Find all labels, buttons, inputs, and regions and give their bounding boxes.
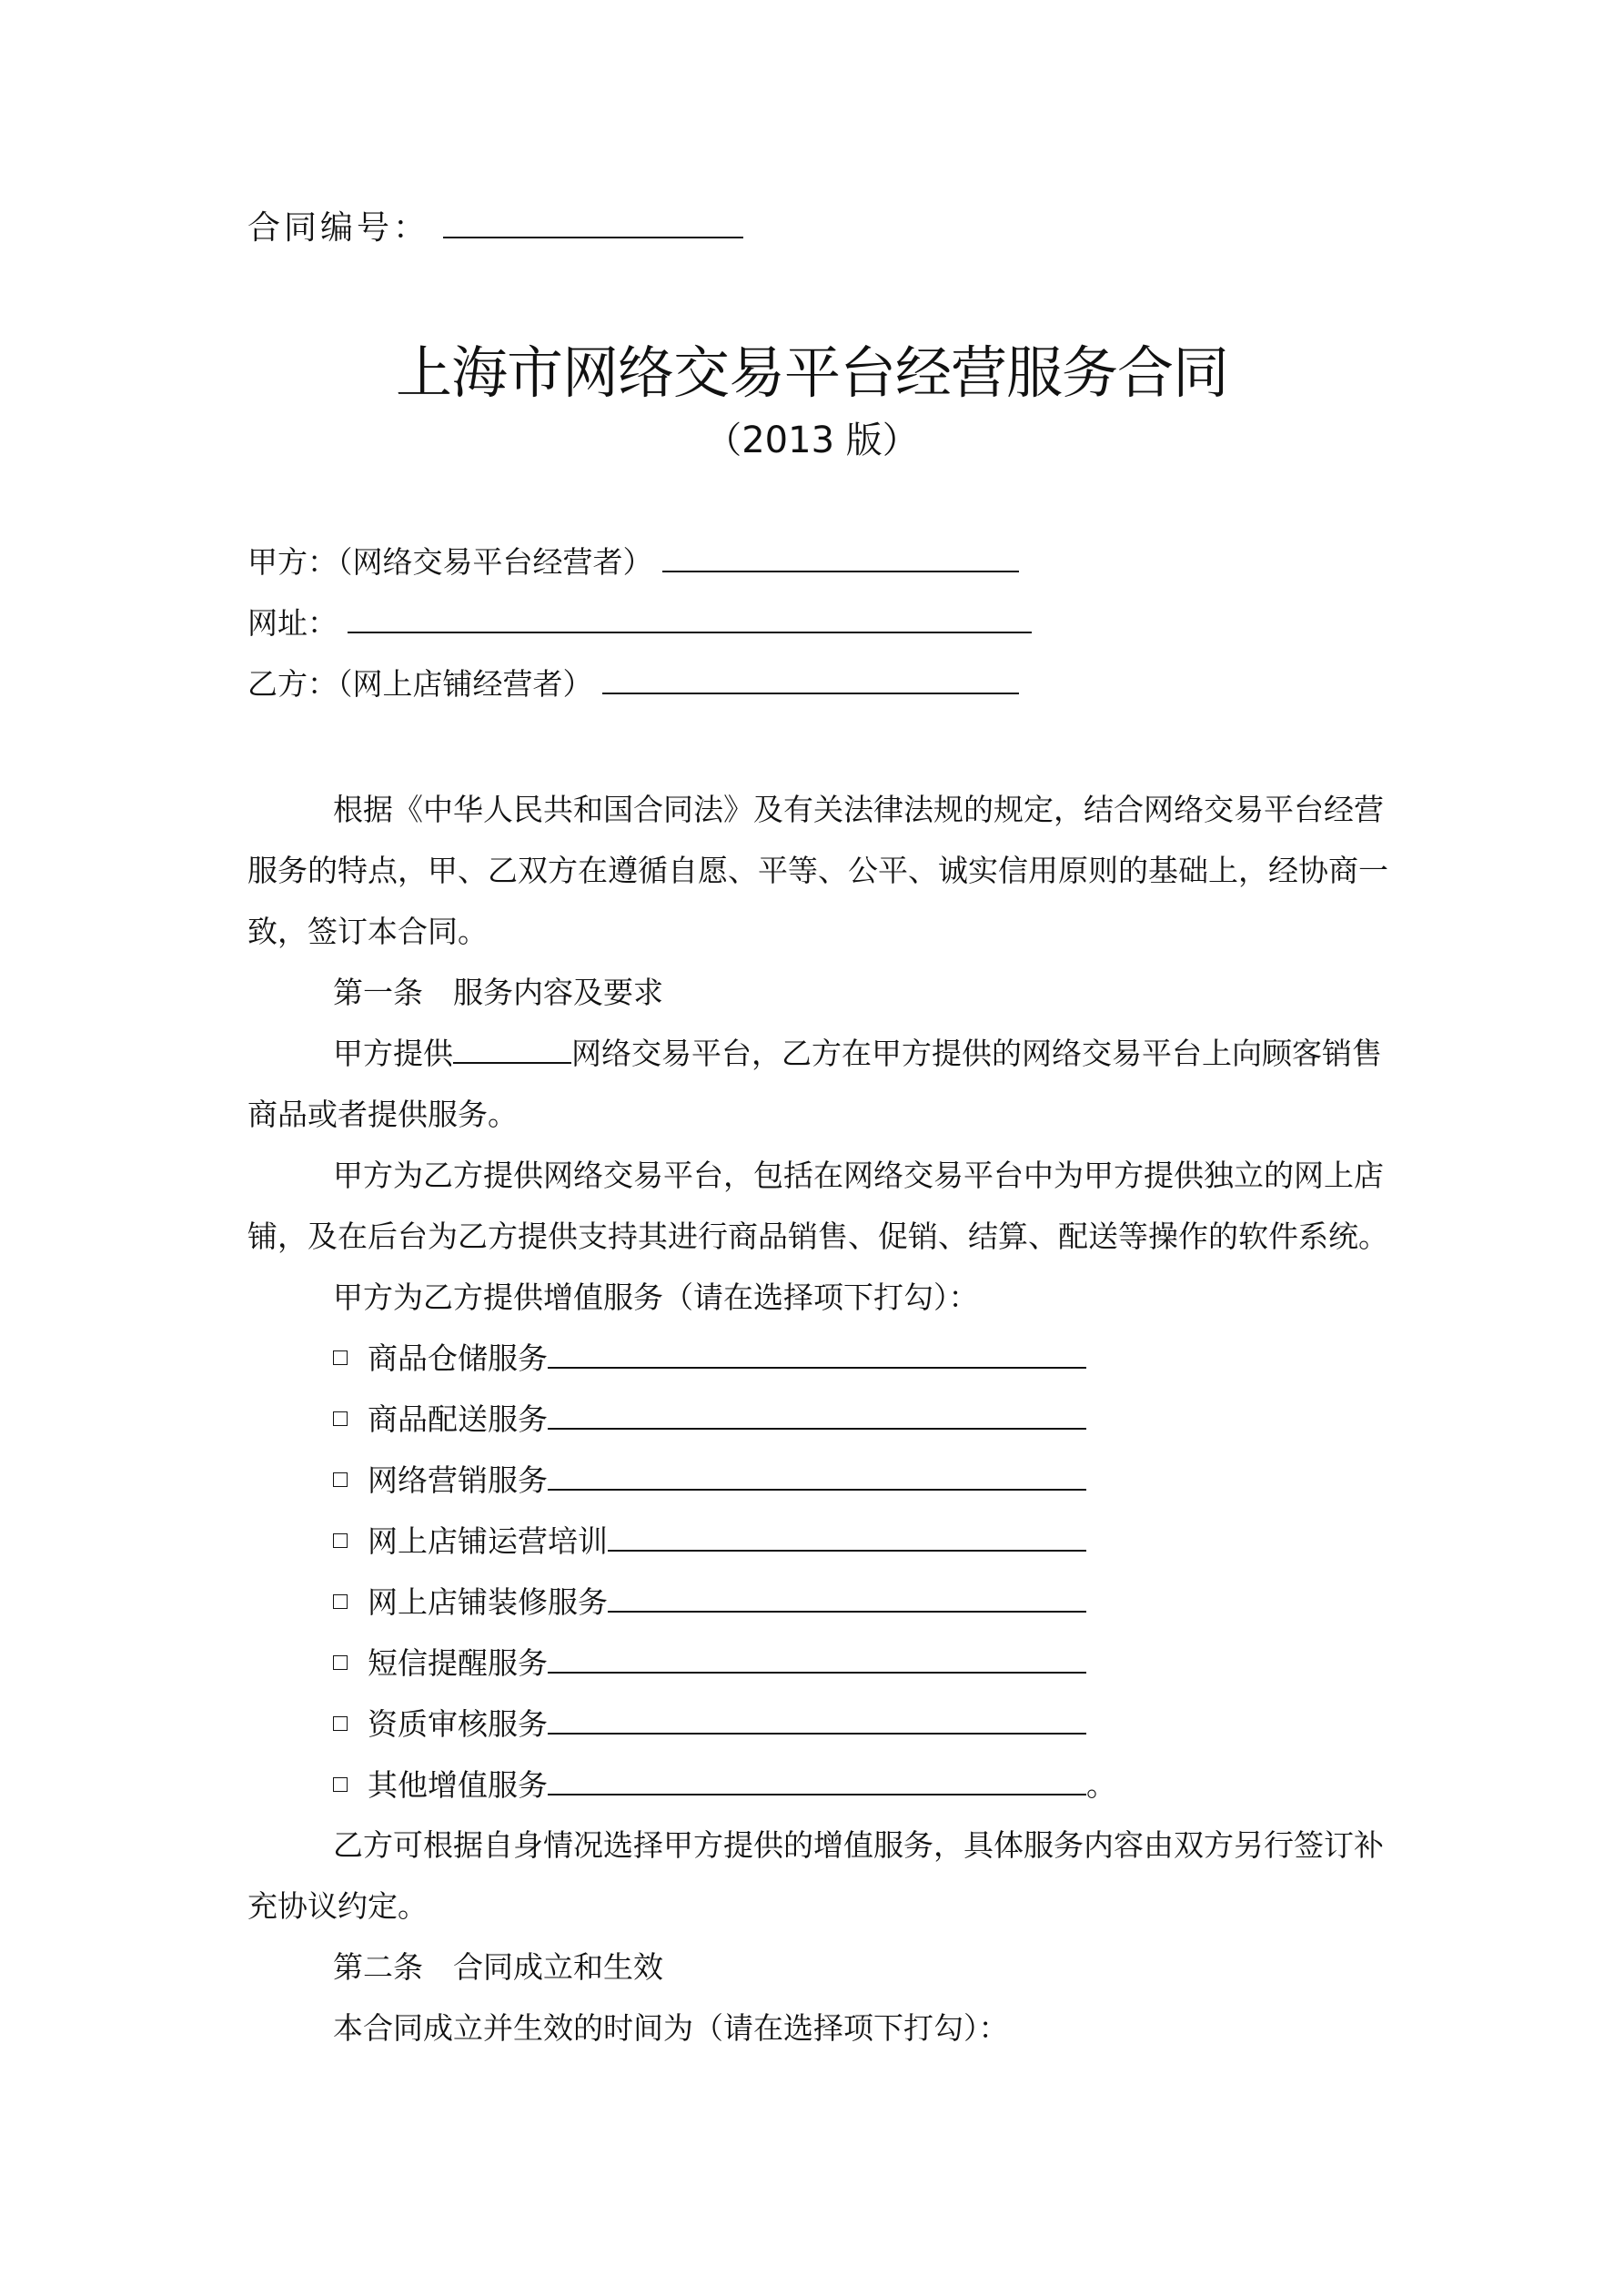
- website-field[interactable]: [348, 631, 1032, 633]
- preamble-paragraph: 根据《中华人民共和国合同法》及有关法律法规的规定，结合网络交易平台经营服务的特点，甲、乙双方在遵循自愿、平等、公平、诚实信用原则的基础上，经协商一致，签订本合同。: [247, 792, 1388, 949]
- checkbox[interactable]: [333, 1472, 348, 1487]
- platform-name-field[interactable]: [453, 1061, 571, 1064]
- service-label: 商品配送服务: [368, 1401, 548, 1437]
- party-a-label: 甲方：: [247, 544, 338, 580]
- p1-text-before: 甲方提供: [333, 1036, 453, 1071]
- service-field[interactable]: [548, 1732, 1086, 1735]
- checkbox[interactable]: [333, 1594, 348, 1609]
- checkbox[interactable]: [333, 1350, 348, 1365]
- service-field[interactable]: [548, 1488, 1086, 1491]
- party-b-label: 乙方：: [247, 666, 338, 702]
- checkbox[interactable]: [333, 1411, 348, 1426]
- website-row: [247, 600, 1032, 642]
- service-field[interactable]: [548, 1366, 1086, 1369]
- document-title: 上海市网络交易平台经营服务合同: [395, 339, 1228, 406]
- service-item: [333, 1640, 1086, 1683]
- service-field[interactable]: [608, 1549, 1086, 1552]
- checkbox[interactable]: [333, 1716, 348, 1731]
- article-1-paragraph-1: [247, 1023, 1390, 1145]
- service-item: [333, 1762, 1116, 1805]
- service-label: 网络营销服务: [368, 1462, 548, 1498]
- service-item: [333, 1701, 1086, 1744]
- party-a-note: （网络交易平台经营者）: [338, 544, 653, 580]
- service-label: 网上店铺运营培训: [368, 1523, 608, 1559]
- party-b-note: （网上店铺经营者）: [338, 666, 593, 702]
- service-item: [333, 1579, 1086, 1622]
- service-item: [333, 1335, 1086, 1378]
- service-field[interactable]: [548, 1427, 1086, 1430]
- article-2-heading: 第二条 合同成立和生效: [333, 1949, 663, 1985]
- document-version: （2013 版）: [705, 420, 919, 461]
- party-b-field[interactable]: [602, 692, 1019, 694]
- service-item: [333, 1396, 1086, 1439]
- party-a-field[interactable]: [662, 570, 1019, 572]
- article-1-paragraph-4: 乙方可根据自身情况选择甲方提供的增值服务，具体服务内容由双方另行签订补充协议约定。: [247, 1827, 1384, 1924]
- service-field[interactable]: [548, 1793, 1086, 1795]
- article-2-paragraph-1: 本合同成立并生效的时间为（请在选择项下打勾）：: [333, 2010, 1009, 2046]
- article-1-heading: 第一条 服务内容及要求: [333, 975, 663, 1010]
- service-label: 网上店铺装修服务: [368, 1584, 608, 1620]
- checkbox[interactable]: [333, 1533, 348, 1548]
- contract-number-label: 合同编号：: [247, 209, 430, 247]
- service-label: 其他增值服务: [368, 1767, 548, 1803]
- service-field[interactable]: [548, 1671, 1086, 1674]
- service-field[interactable]: [608, 1610, 1086, 1613]
- checkbox[interactable]: [333, 1655, 348, 1670]
- service-label: 商品仓储服务: [368, 1340, 548, 1376]
- service-item: [333, 1518, 1086, 1561]
- service-label: 资质审核服务: [368, 1706, 548, 1742]
- article-1-paragraph-3: 甲方为乙方提供增值服务（请在选择项下打勾）：: [333, 1279, 979, 1315]
- p1-text-after: 网络交易平台，乙方在甲方提供的网络交易平台上向顾客销售商品或者提供服务。: [247, 1036, 1382, 1132]
- service-label: 短信提醒服务: [368, 1645, 548, 1681]
- checkbox[interactable]: [333, 1777, 348, 1792]
- service-item: [333, 1457, 1086, 1500]
- website-label: 网址：: [247, 605, 338, 641]
- article-1-paragraph-2: 甲方为乙方提供网络交易平台，包括在网络交易平台中为甲方提供独立的网上店铺，及在后台为乙方提供支持其进行商品销售、促销、结算、配送等操作的软件系统。: [247, 1158, 1388, 1254]
- period-mark: 。: [1086, 1767, 1116, 1803]
- party-b-row: [247, 661, 1019, 703]
- contract-number-field[interactable]: [443, 236, 743, 238]
- party-a-row: [247, 539, 1019, 582]
- contract-number-row: [247, 202, 743, 248]
